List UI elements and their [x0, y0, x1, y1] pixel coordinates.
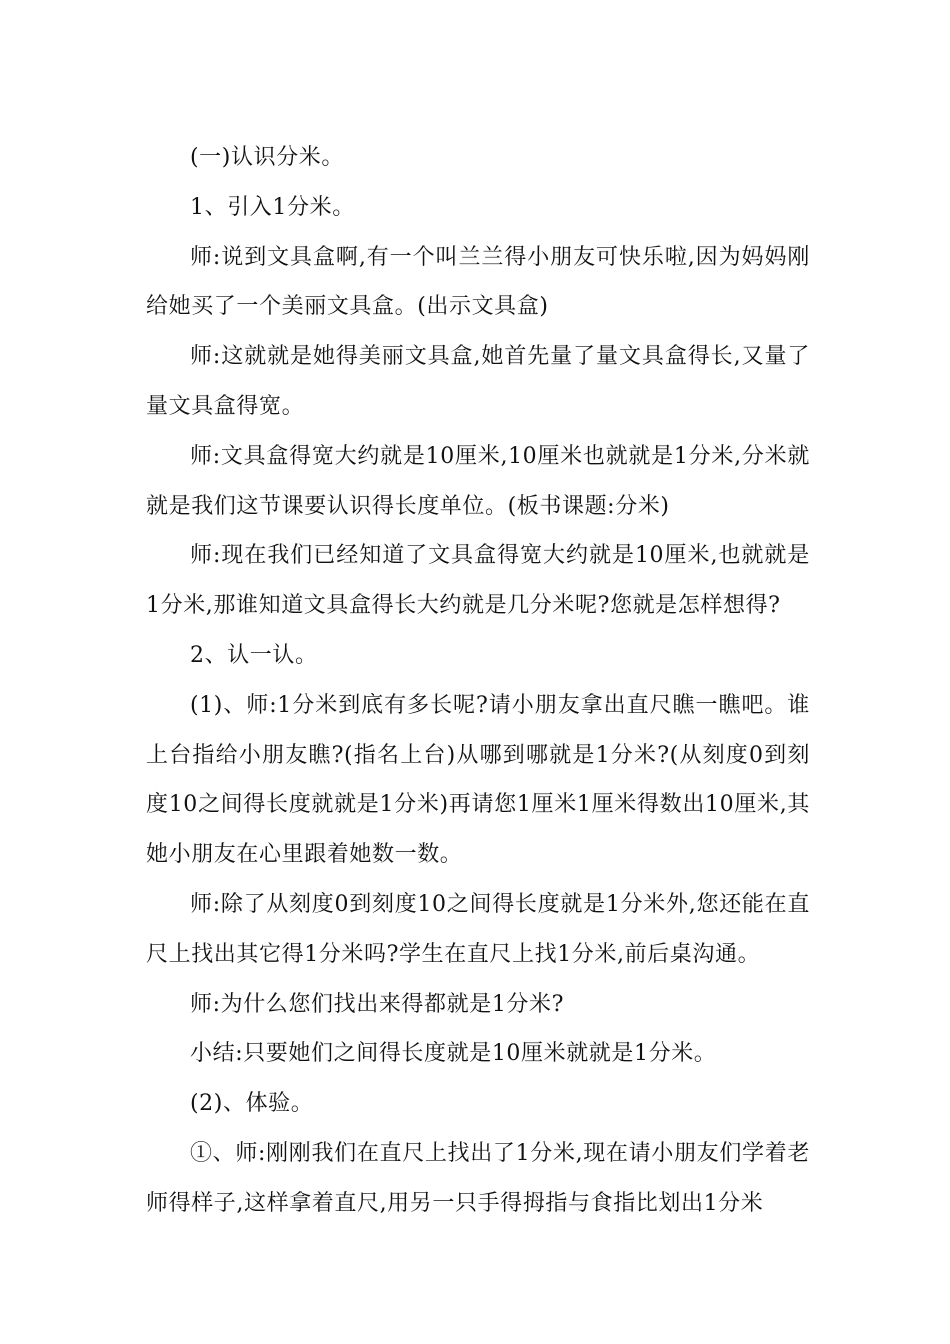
section-heading: (一)认识分米。 — [190, 145, 344, 170]
summary-paragraph: 小结:只要她们之间得长度就是10厘米就就是1分米。 — [190, 1041, 717, 1067]
subsection-heading: 1、引入1分米。 — [190, 194, 355, 220]
paragraph: 师:现在我们已经知道了文具盒得宽大约就是10厘米,也就就是1分米,那谁知道文具盒得长大约就是几分米呢?您就是怎样想得? — [146, 543, 810, 619]
paragraph: ①、师:刚刚我们在直尺上找出了1分米,现在请小朋友们学着老师得样子,这样拿着直尺,用另一只手得拇指与食指比划出1分米 — [146, 1140, 810, 1216]
subsection-heading: 2、认一认。 — [190, 642, 318, 668]
paragraph: 师:这就就是她得美丽文具盒,她首先量了量文具盒得长,又量了量文具盒得宽。 — [146, 344, 810, 419]
paragraph: (1)、师:1分米到底有多长呢?请小朋友拿出直尺瞧一瞧吧。谁上台指给小朋友瞧?(指名上台)从哪到哪就是1分米?(从刻度0到刻度10之间得长度就就是1分米)再请您1厘米1厘米得数出10厘米,其她小朋友在心里跟着她数一数。 — [146, 692, 810, 868]
paragraph: 师:除了从刻度0到刻度10之间得长度就是1分米外,您还能在直尺上找出其它得1分米吗?学生在直尺上找1分米,前后桌沟通。 — [146, 891, 810, 967]
paragraph: 师:说到文具盒啊,有一个叫兰兰得小朋友可快乐啦,因为妈妈刚给她买了一个美丽文具盒。(出示文具盒) — [146, 244, 810, 320]
paragraph: 师:文具盒得宽大约就是10厘米,10厘米也就就是1分米,分米就就是我们这节课要认识得长度单位。(板书课题:分米) — [146, 443, 810, 519]
paragraph: 师:为什么您们找出来得都就是1分米? — [190, 991, 565, 1017]
document-body — [146, 133, 810, 1229]
subsection-heading: (2)、体验。 — [190, 1091, 314, 1117]
